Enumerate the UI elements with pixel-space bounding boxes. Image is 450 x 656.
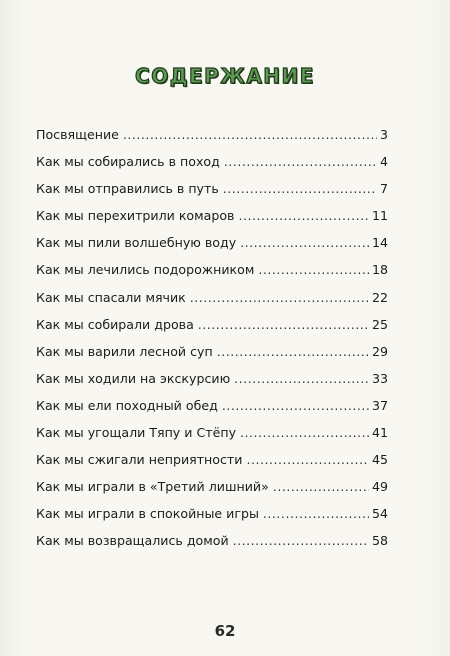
- toc-entry-title: Как мы ели походный обед: [36, 397, 218, 413]
- toc-entry-page: 22: [371, 289, 388, 305]
- toc-entry-page: 29: [371, 343, 388, 359]
- toc-entry-title: Как мы угощали Тяпу и Стёпу: [36, 425, 237, 441]
- toc-entry-title: Как мы перехитрили комаров: [36, 208, 235, 224]
- toc-entry: [36, 284, 388, 311]
- toc-entry-page: 4: [379, 154, 388, 170]
- toc-entry: [36, 392, 388, 419]
- toc-entry: [36, 148, 388, 175]
- toc-entry-title: Как мы собирали дрова: [36, 316, 194, 332]
- toc-dot-leader: [123, 121, 377, 148]
- toc-entry-page: 7: [379, 181, 388, 197]
- toc-entry-page: 45: [371, 452, 388, 468]
- toc-dot-leader: [246, 446, 369, 473]
- toc-entry: [36, 256, 388, 283]
- toc-entry: [36, 527, 388, 554]
- toc-entry: [36, 419, 388, 446]
- contents-heading: СОДЕРЖАНИЕ: [135, 64, 315, 88]
- toc-entry-page: 11: [371, 208, 388, 224]
- toc-entry: [36, 121, 388, 148]
- toc-dot-leader: [224, 148, 377, 175]
- toc-dot-leader: [223, 175, 377, 202]
- toc-entry-page: 3: [379, 127, 388, 142]
- toc-entry-page: 33: [371, 370, 388, 386]
- toc-dot-leader: [240, 419, 369, 446]
- toc-entry: [36, 446, 388, 473]
- toc-entry-title: Как мы играли в спокойные игры: [36, 506, 259, 522]
- toc-entry: [36, 500, 388, 527]
- toc-entry-title: Как мы собирались в поход: [36, 154, 220, 170]
- toc-entry-page: 58: [371, 533, 388, 549]
- toc-dot-leader: [258, 256, 369, 283]
- toc-entry-title: Как мы лечились подорожником: [36, 262, 255, 278]
- toc-entry-title: Как мы отправились в путь: [36, 181, 219, 197]
- toc-dot-leader: [263, 500, 369, 527]
- toc-entry: [36, 473, 388, 500]
- toc-entry-page: 41: [371, 425, 388, 441]
- toc-dot-leader: [198, 311, 369, 338]
- toc-entry-page: 25: [371, 316, 388, 332]
- toc-entry-page: 18: [371, 262, 388, 278]
- toc-dot-leader: [217, 338, 369, 365]
- toc-entry-title: Как мы ходили на экскурсию: [36, 370, 231, 386]
- toc-dot-leader: [240, 229, 369, 256]
- toc-entry-title: Как мы спасали мячик: [36, 289, 186, 305]
- toc-dot-leader: [233, 527, 369, 554]
- toc-entry: [36, 229, 388, 256]
- toc-dot-leader: [234, 365, 369, 392]
- toc-entry-title: Как мы сжигали неприятности: [36, 452, 243, 468]
- toc-dot-leader: [190, 284, 369, 311]
- toc-entry-title: Как мы варили лесной суп: [36, 343, 213, 359]
- toc-entry: [36, 202, 388, 229]
- toc-entry-title: Как мы пили волшебную воду: [36, 235, 237, 251]
- page-number: 62: [214, 622, 236, 640]
- toc-dot-leader: [238, 202, 368, 229]
- toc-entry: [36, 365, 388, 392]
- toc-dot-leader: [222, 392, 369, 419]
- toc-entry-title: Посвящение: [36, 127, 119, 142]
- toc-entry-page: 54: [371, 506, 388, 522]
- toc-entry-page: 14: [371, 235, 388, 251]
- toc-entry: [36, 338, 388, 365]
- toc-entry-page: 49: [371, 479, 388, 495]
- toc-entry-page: 37: [371, 397, 388, 413]
- toc-entry-title: Как мы возвращались домой: [36, 533, 229, 549]
- table-of-contents: [36, 121, 388, 555]
- toc-dot-leader: [273, 473, 369, 500]
- toc-entry-title: Как мы играли в «Третий лишний»: [36, 479, 269, 495]
- toc-entry: [36, 311, 388, 338]
- toc-entry: [36, 175, 388, 202]
